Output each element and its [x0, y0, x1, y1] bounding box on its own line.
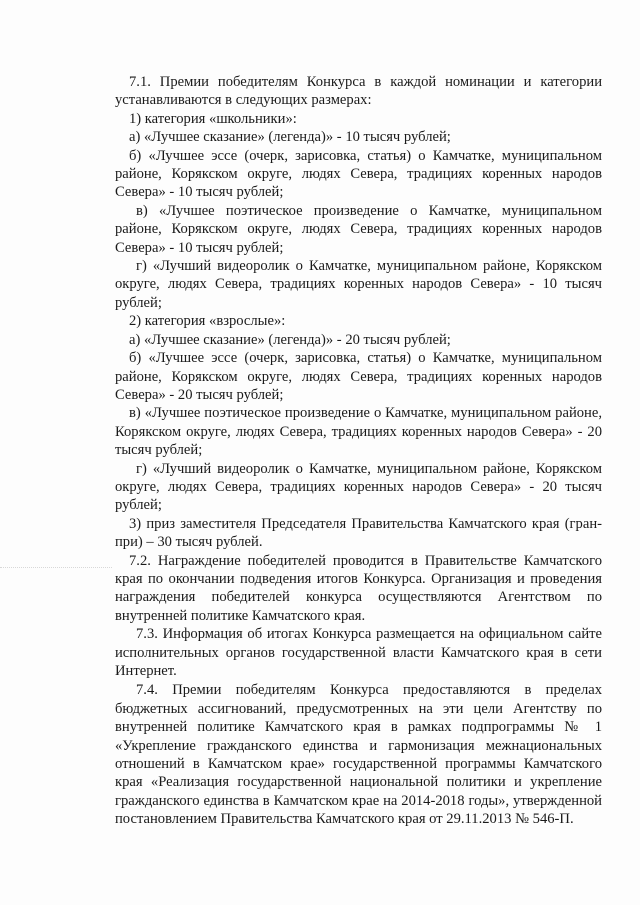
- category-1-item-v: в) «Лучшее поэтическое произведение о Камчатке, муниципальном районе, Корякском округе, людях Севера, традициях коренных народов Севера» - 10 тысяч рублей;: [115, 202, 602, 256]
- grand-prix-item: 3) приз заместителя Председателя Правительства Камчатского края (гран-при) – 30 тысяч рублей.: [115, 515, 602, 551]
- document-body: [115, 73, 602, 829]
- category-1-item-b: б) «Лучшее эссе (очерк, зарисовка, статья) о Камчатке, муниципальном районе, Корякском округе, людях Севера, традициях коренных народов Севера» - 10 тысяч рублей;: [115, 147, 602, 201]
- category-1-item-g: г) «Лучший видеоролик о Камчатке, муниципальном районе, Корякском округе, людях Севера, традициях коренных народов Севера» - 10 тысяч рублей;: [115, 258, 602, 311]
- category-1-item-a: а) «Лучшее сказание» (легенда)» - 10 тысяч рублей;: [129, 129, 451, 146]
- category-adults-title: 2) категория «взрослые»:: [129, 313, 286, 330]
- paragraph-7-4: 7.4. Премии победителям Конкурса предоставляются в пределах бюджетных ассигнований, предусмотренных на эти цели Агентству по внутренней политике Камчатского края в рамках подпрограммы № 1 «Укрепление гражданского единства и гармонизация межнациональных отношений в Камчатском крае» государственной программы Камчатского края «Реализация государственной национальной политики и укрепление гражданского единства в Камчатском крае на 2014-2018 годы», утвержденной постановлением Правительства Камчатского края от 29.11.2013 № 546-П.: [115, 682, 602, 828]
- category-2-item-b: б) «Лучшее эссе (очерк, зарисовка, статья) о Камчатке, муниципальном районе, Корякском округе, людях Севера, традициях коренных народов Севера» - 20 тысяч рублей;: [115, 350, 602, 403]
- paragraph-7-3: 7.3. Информация об итогах Конкурса размещается на официальном сайте исполнительных органов государственной власти Камчатского края в сети Интернет.: [115, 626, 602, 679]
- category-2-item-a: а) «Лучшее сказание» (легенда)» - 20 тысяч рублей;: [129, 331, 451, 348]
- category-2-item-v: в) «Лучшее поэтическое произведение о Камчатке, муниципальном районе, Корякском округе, людях Севера, традициях коренных народов Севера» - 20 тысяч рублей;: [115, 405, 602, 459]
- scan-artifact-line: [0, 567, 112, 568]
- paragraph-7-2: 7.2. Награждение победителей проводится в Правительстве Камчатского края по окончании подведения итогов Конкурса. Организация и проведения награждения победителей конкурса осуществляются Агентством по внутренней политике Камчатского края.: [115, 552, 602, 624]
- category-2-item-g: г) «Лучший видеоролик о Камчатке, муниципальном районе, Корякском округе, людях Севера, традициях коренных народов Севера» - 20 тысяч рублей;: [115, 460, 602, 514]
- paragraph-7-1-intro: 7.1. Премии победителям Конкурса в каждой номинации и категории устанавливаются в следующих размерах:: [115, 74, 602, 109]
- category-schoolchildren-title: 1) категория «школьники»:: [129, 110, 297, 127]
